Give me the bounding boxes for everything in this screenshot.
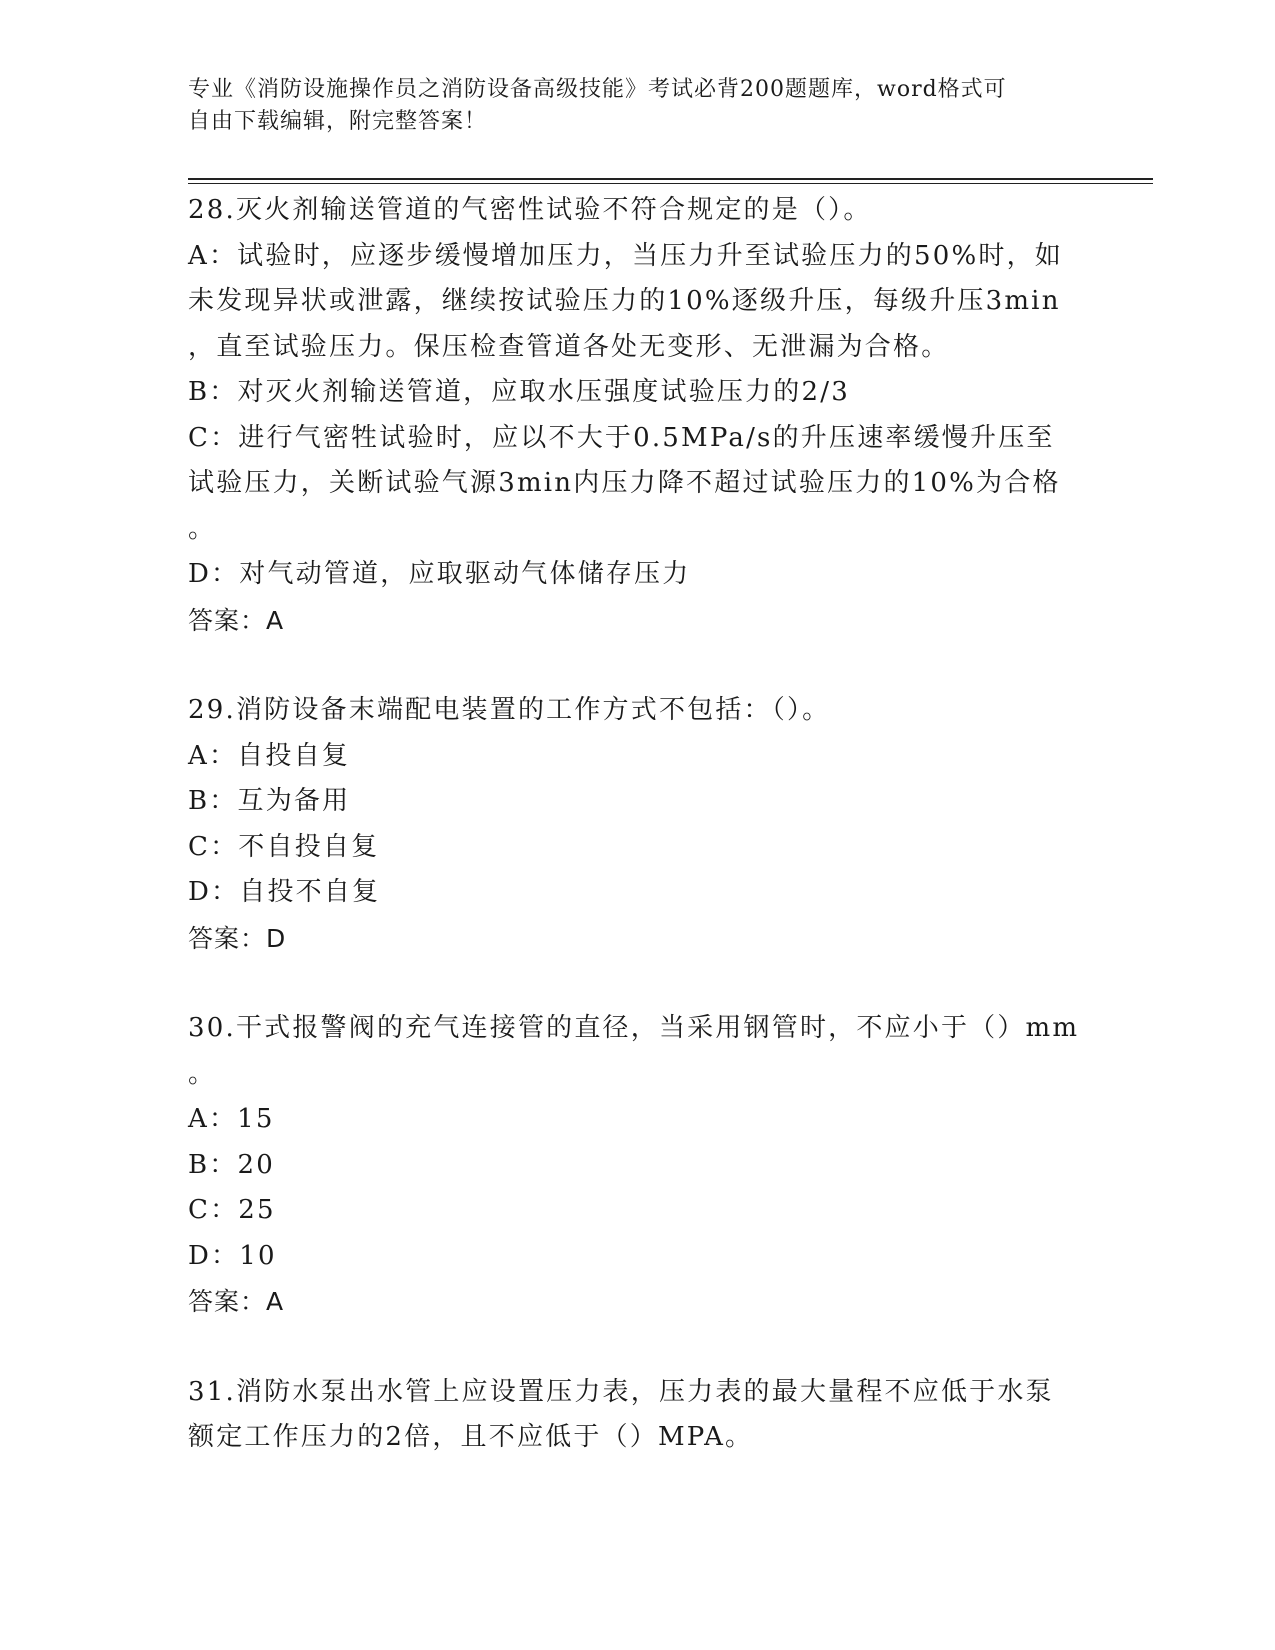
- spacer: [188, 961, 1083, 1006]
- spacer: [188, 643, 1083, 688]
- header-line-2: 自由下载编辑，附完整答案！: [188, 109, 488, 134]
- answer: 答案：A: [188, 1287, 285, 1316]
- question-text: 28.灭火剂输送管道的气密性试验不符合规定的是（）。: [188, 195, 872, 225]
- question-31: [188, 1370, 1083, 1461]
- option-c: C：不自投自复: [188, 831, 380, 862]
- question-29: [188, 688, 1083, 961]
- option-a-cont: ，直至试验压力。保压检查管道各处无变形、无泄漏为合格。: [188, 331, 950, 362]
- header-line-1: 专业《消防设施操作员之消防设备高级技能》考试必背200题题库，word格式可: [188, 77, 1007, 102]
- option-c-cont: 。: [188, 513, 217, 544]
- option-b: B：20: [188, 1149, 275, 1180]
- option-c-cont: 试验压力，关断试验气源3min内压力降不超过试验压力的10%为合格: [188, 468, 1061, 498]
- header-divider-thin: [188, 183, 1153, 184]
- question-text: 31.消防水泵出水管上应设置压力表，压力表的最大量程不应低于水泵: [188, 1376, 1054, 1407]
- option-d: D：10: [188, 1240, 277, 1271]
- question-text-cont: 额定工作压力的2倍，且不应低于（）MPA。: [188, 1422, 754, 1452]
- question-text-cont: 。: [188, 1058, 217, 1089]
- spacer: [188, 1325, 1083, 1370]
- question-text: 29.消防设备末端配电装置的工作方式不包括：（）。: [188, 695, 831, 725]
- header-divider-thick: [188, 178, 1153, 180]
- option-c: C：进行气密牲试验时，应以不大于0.5MPa/s的升压速率缓慢升压至: [188, 422, 1055, 453]
- option-a: A：试验时，应逐步缓慢增加压力，当压力升至试验压力的50%时，如: [188, 240, 1063, 271]
- question-text: 30.干式报警阀的充气连接管的直径，当采用钢管时，不应小于（）mm: [188, 1013, 1080, 1043]
- option-b: B：互为备用: [188, 786, 351, 816]
- option-a-cont: 未发现异状或泄露，继续按试验压力的10%逐级升压，每级升压3min: [188, 286, 1061, 316]
- answer: 答案：D: [188, 923, 287, 953]
- option-a: A：15: [188, 1104, 275, 1134]
- option-c: C：25: [188, 1195, 276, 1225]
- option-d: D：自投不自复: [188, 877, 381, 907]
- document-header: [188, 74, 1068, 138]
- question-28: [188, 188, 1083, 643]
- question-30: [188, 1006, 1083, 1325]
- question-list: [188, 188, 1083, 1461]
- answer: 答案：A: [188, 605, 285, 635]
- option-a: A：自投自复: [188, 740, 350, 771]
- option-d: D：对气动管道，应取驱动气体储存压力: [188, 559, 691, 589]
- option-b: B：对灭火剂输送管道，应取水压强度试验压力的2/3: [188, 377, 850, 407]
